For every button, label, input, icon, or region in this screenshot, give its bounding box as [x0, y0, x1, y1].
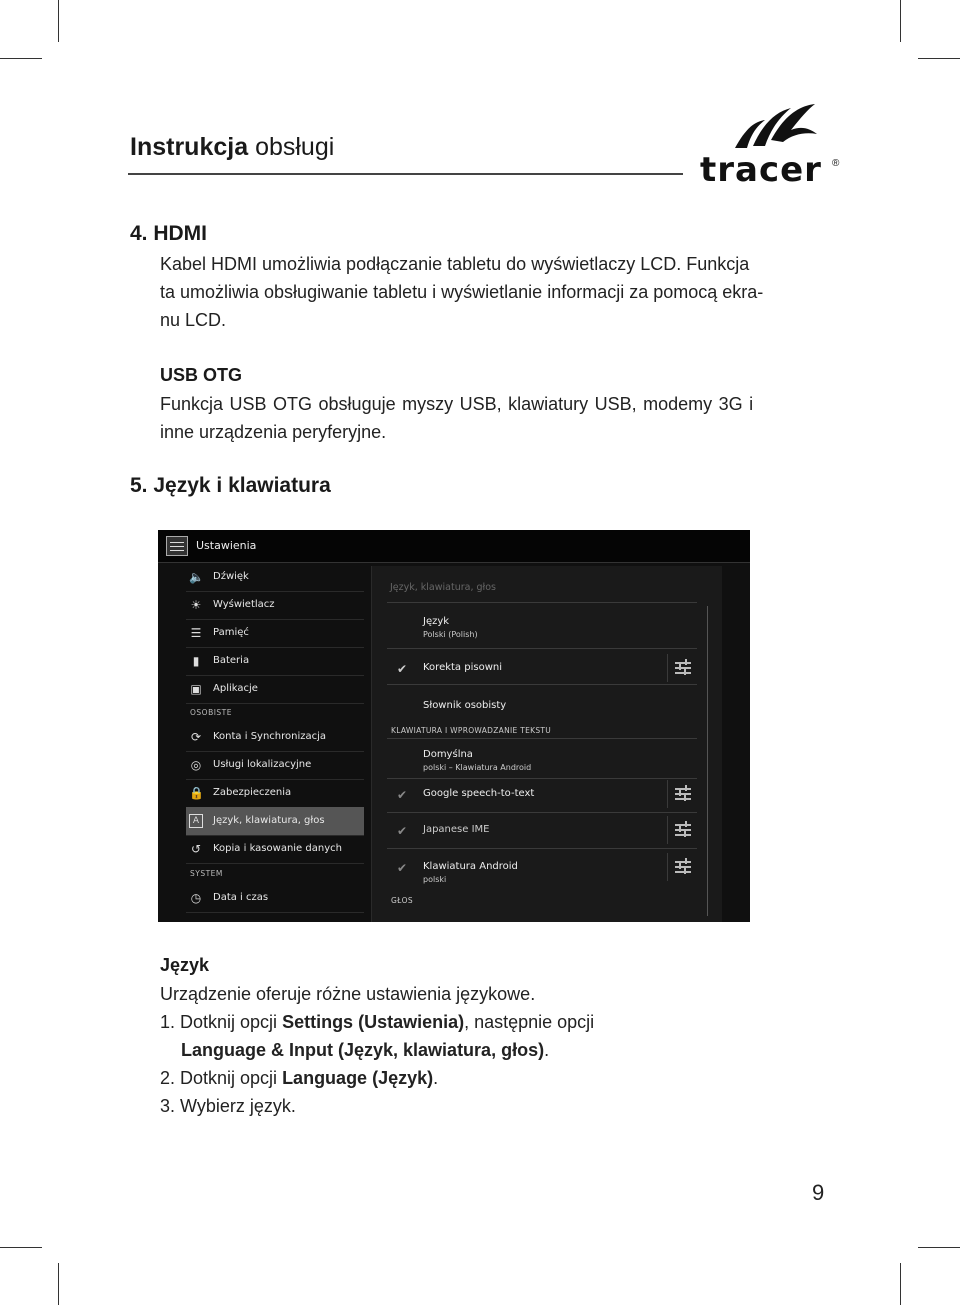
- option-subtitle: polski – Klawiatura Android: [423, 763, 532, 772]
- crop-mark: [900, 1263, 901, 1305]
- step-3: 3. Wybierz język.: [160, 1096, 296, 1116]
- divider: [387, 738, 697, 739]
- settings-item-battery[interactable]: [186, 647, 364, 676]
- section-label-voice: GŁOS: [391, 896, 413, 905]
- text-line: Kabel HDMI umożliwia podłączanie tabletu do wyświetlaczy LCD. Funkcja: [160, 254, 750, 274]
- option-title: Japanese IME: [423, 824, 490, 835]
- scrollbar[interactable]: [707, 606, 708, 916]
- settings-item-label: Pamięć: [213, 627, 249, 638]
- divider: [667, 654, 668, 682]
- option-title: Google speech-to-text: [423, 788, 535, 799]
- checkmark-icon[interactable]: ✔: [397, 662, 408, 676]
- settings-item-apps[interactable]: [186, 675, 364, 704]
- step-emphasis: Language & Input (Język, klawiatura, głos): [181, 1040, 545, 1060]
- settings-item-label: Język, klawiatura, głos: [213, 815, 325, 826]
- checkmark-icon[interactable]: ✔: [397, 788, 408, 802]
- settings-title-bar: [158, 530, 750, 563]
- settings-item-label: Aplikacje: [213, 683, 258, 694]
- speaker-icon: 🔈: [189, 570, 204, 584]
- checkmark-icon[interactable]: ✔: [397, 824, 408, 838]
- text-line: ta umożliwia obsługiwanie tabletu i wyświetlanie informacji za pomocą ekra-: [160, 282, 764, 302]
- option-title: Korekta pisowni: [423, 662, 502, 673]
- divider: [387, 848, 697, 849]
- step-text: .: [544, 1040, 550, 1060]
- tracer-logo-mark-icon: [705, 100, 835, 152]
- option-title: Słownik osobisty: [423, 700, 507, 711]
- divider: [387, 812, 697, 813]
- divider: [387, 602, 697, 603]
- settings-item-date-time[interactable]: [186, 884, 364, 913]
- settings-item-label: Zabezpieczenia: [213, 787, 292, 798]
- page-header-title: Instrukcja obsługi: [130, 133, 335, 161]
- settings-sliders-icon[interactable]: [675, 786, 691, 800]
- location-icon: ◎: [190, 758, 202, 772]
- step-emphasis: Settings (Ustawienia): [282, 1012, 465, 1032]
- step-emphasis: Language (Język): [282, 1068, 434, 1088]
- settings-sliders-icon[interactable]: [675, 859, 691, 873]
- settings-item-storage[interactable]: [186, 619, 364, 648]
- clock-icon: ◷: [190, 891, 202, 905]
- crop-mark: [918, 58, 960, 59]
- tracer-logo: [700, 100, 845, 190]
- divider: [387, 648, 697, 649]
- option-subtitle: polski: [423, 875, 447, 884]
- settings-item-label: Usługi lokalizacyjne: [213, 759, 312, 770]
- divider: [667, 780, 668, 808]
- crop-mark: [58, 0, 59, 42]
- crop-mark: [918, 1247, 960, 1248]
- page-number: 9: [812, 1180, 825, 1205]
- step-text: .: [433, 1068, 439, 1088]
- crop-mark: [900, 0, 901, 42]
- lock-icon: 🔒: [189, 786, 204, 800]
- settings-item-label: Dźwięk: [213, 571, 249, 582]
- settings-item-label: Bateria: [213, 655, 250, 666]
- settings-icon: [166, 536, 188, 556]
- crop-mark: [0, 1247, 42, 1248]
- settings-sliders-icon[interactable]: [675, 660, 691, 674]
- crop-mark: [0, 58, 42, 59]
- brightness-icon: ☀: [190, 598, 202, 612]
- panel-header: Język, klawiatura, głos: [390, 582, 496, 593]
- section-heading-language: 5. Język i klawiatura: [130, 474, 331, 497]
- hdmi-paragraph: [160, 250, 830, 334]
- storage-icon: ☰: [190, 626, 202, 640]
- step-2: [160, 1064, 438, 1092]
- usb-otg-paragraph: [160, 390, 830, 446]
- settings-item-label: Data i czas: [213, 892, 269, 903]
- step-text: , następnie opcji: [464, 1012, 595, 1032]
- divider: [667, 816, 668, 844]
- section-heading-hdmi: 4. HDMI: [130, 222, 208, 245]
- backup-icon: ↺: [190, 842, 202, 856]
- usb-otg-heading: USB OTG: [160, 365, 243, 385]
- divider: [387, 684, 697, 685]
- step-text: 1. Dotknij opcji: [160, 1012, 283, 1032]
- sync-icon: ⟳: [190, 730, 202, 744]
- settings-item-label: Kopia i kasowanie danych: [213, 843, 342, 854]
- settings-item-backup[interactable]: [186, 835, 364, 864]
- text-line: inne urządzenia peryferyjne.: [160, 422, 387, 442]
- text-line: nu LCD.: [160, 310, 227, 330]
- step-1-continued: [181, 1036, 549, 1064]
- settings-item-sound[interactable]: [186, 563, 364, 592]
- settings-screenshot: [158, 530, 750, 922]
- settings-item-language[interactable]: [186, 807, 364, 836]
- header-rule: [128, 173, 683, 175]
- keyboard-icon: A: [189, 814, 203, 828]
- language-heading: Język: [160, 955, 210, 975]
- option-title: Język: [423, 616, 450, 627]
- battery-icon: ▮: [192, 654, 200, 668]
- logo-wordmark: tracer: [700, 150, 822, 190]
- step-text: 2. Dotknij opcji: [160, 1068, 283, 1088]
- settings-item-label: Konta i Synchronizacja: [213, 731, 327, 742]
- crop-mark: [58, 1263, 59, 1305]
- settings-item-security[interactable]: [186, 779, 364, 808]
- language-intro: Urządzenie oferuje różne ustawienia językowe.: [160, 984, 536, 1004]
- settings-item-display[interactable]: [186, 591, 364, 620]
- option-title: Klawiatura Android: [423, 861, 518, 872]
- settings-category-list: [158, 562, 368, 922]
- step-1: [160, 1008, 594, 1036]
- language-settings-panel: [371, 566, 722, 922]
- settings-item-accounts[interactable]: [186, 723, 364, 752]
- registered-mark: ®: [832, 158, 840, 169]
- option-subtitle: Polski (Polish): [423, 630, 478, 639]
- divider: [667, 853, 668, 881]
- settings-item-label: Wyświetlacz: [213, 599, 275, 610]
- text-line: Funkcja USB OTG obsługuje myszy USB, klawiatury USB, modemy 3G i: [160, 394, 754, 414]
- section-label-keyboard: KLAWIATURA I WPROWADZANIE TEKSTU: [391, 726, 552, 735]
- settings-title: Ustawienia: [196, 539, 257, 552]
- checkmark-icon[interactable]: ✔: [397, 861, 408, 875]
- section-label-system: SYSTEM: [190, 869, 223, 878]
- settings-sliders-icon[interactable]: [675, 822, 691, 836]
- option-title: Domyślna: [423, 749, 473, 760]
- settings-item-location[interactable]: [186, 751, 364, 780]
- apps-icon: ▣: [190, 682, 202, 696]
- section-label-personal: OSOBISTE: [190, 708, 233, 717]
- divider: [387, 778, 697, 779]
